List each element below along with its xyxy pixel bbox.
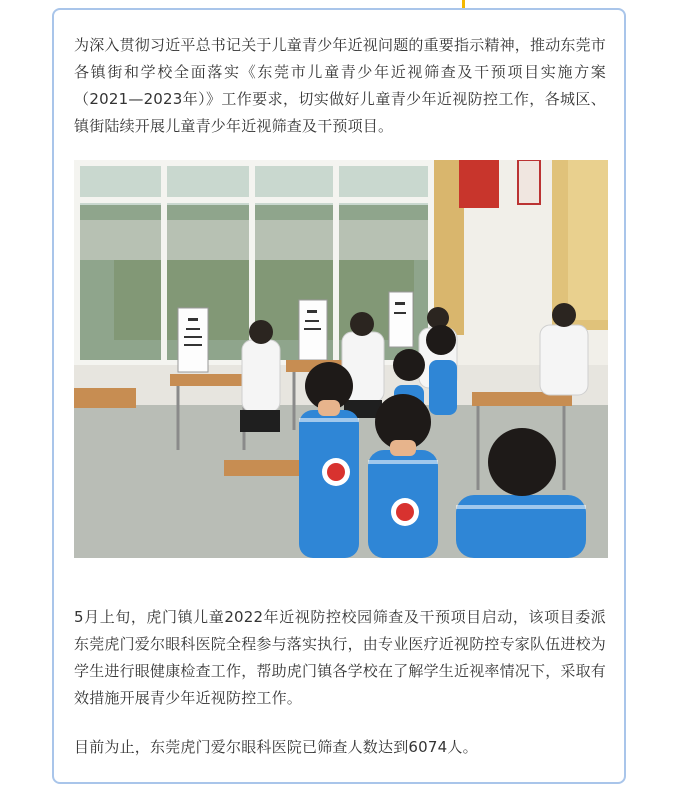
screening-photo xyxy=(74,160,608,558)
result-paragraph: 目前为止，东莞虎门爱尔眼科医院已筛查人数达到6074人。 xyxy=(74,738,478,756)
intro-paragraph: 为深入贯彻习近平总书记关于儿童青少年近视问题的重要指示精神，推动东莞市各镇街和学校全面落实《东莞市儿童青少年近视筛查及干预项目实施方案（2021—2023年）》工作要求，切实做好儿童青少年近视防控工作，各城区、镇街陆续开展儿童青少年近视筛查及干预项目。 xyxy=(74,36,607,135)
launch-paragraph: 5月上旬，虎门镇儿童2022年近视防控校园筛查及干预项目启动，该项目委派东莞虎门爱尔眼科医院全程参与落实执行，由专业医疗近视防控专家队伍进校为学生进行眼健康检查工作，帮助虎门镇各学校在了解学生近视率情况下，采取有效措施开展青少年近视防控工作。 xyxy=(74,608,607,707)
top-accent-line xyxy=(462,0,465,8)
article-card xyxy=(52,8,626,784)
